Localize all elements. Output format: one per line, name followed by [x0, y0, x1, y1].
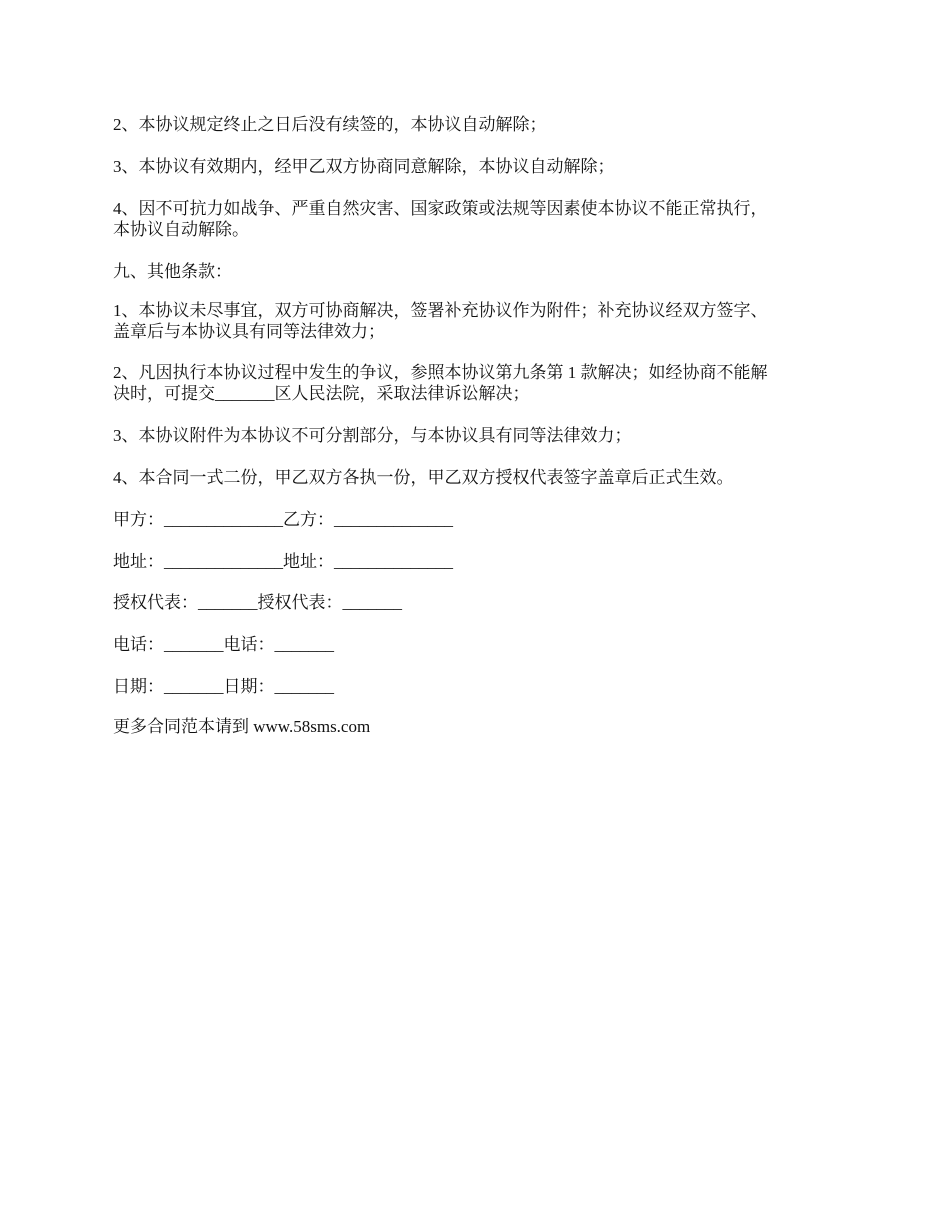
- signature-party-line: 甲方：______________乙方：______________: [113, 510, 453, 529]
- signature-date-line: 日期：_______日期：_______: [113, 677, 334, 696]
- signature-address-line: 地址：______________地址：______________: [113, 552, 453, 571]
- clause-9-1: [113, 300, 833, 342]
- section-9-heading: 九、其他条款：: [113, 262, 232, 281]
- clause-9-2: [113, 362, 833, 404]
- clause-9-1-line-2: 盖章后与本协议具有同等法律效力；: [113, 322, 385, 341]
- clause-8-4-line-2: 本协议自动解除。: [113, 220, 249, 239]
- clause-9-2-line-1: 2、凡因执行本协议过程中发生的争议，参照本协议第九条第 1 款解决；如经协商不能解: [113, 363, 768, 382]
- clause-8-2: 2、本协议规定终止之日后没有续签的，本协议自动解除；: [113, 115, 547, 134]
- signature-phone-line: 电话：_______电话：_______: [113, 635, 334, 654]
- footer-note: 更多合同范本请到 www.58sms.com: [113, 717, 371, 736]
- clause-9-1-line-1: 1、本协议未尽事宜，双方可协商解决，签署补充协议作为附件；补充协议经双方签字、: [113, 301, 768, 320]
- clause-8-4-line-1: 4、因不可抗力如战争、严重自然灾害、国家政策或法规等因素使本协议不能正常执行，: [113, 199, 768, 218]
- clause-8-4: [113, 198, 833, 240]
- clause-9-2-line-2: 决时，可提交_______区人民法院，采取法律诉讼解决；: [113, 384, 530, 403]
- signature-representative-line: 授权代表：_______授权代表：_______: [113, 593, 402, 612]
- clause-9-4: 4、本合同一式二份，甲乙双方各执一份，甲乙双方授权代表签字盖章后正式生效。: [113, 468, 734, 487]
- clause-9-3: 3、本协议附件为本协议不可分割部分，与本协议具有同等法律效力；: [113, 426, 632, 445]
- clause-8-3: 3、本协议有效期内，经甲乙双方协商同意解除，本协议自动解除；: [113, 157, 615, 176]
